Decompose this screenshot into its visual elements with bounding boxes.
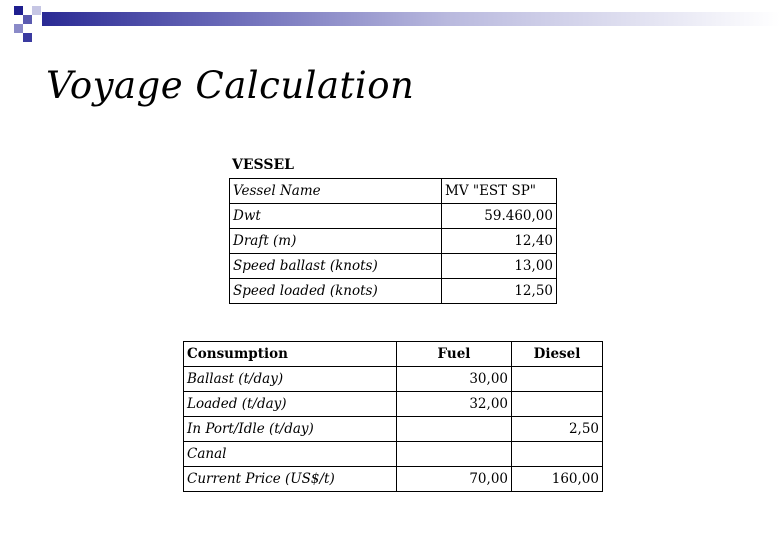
draft-label: Draft (m) xyxy=(230,229,442,254)
table-row xyxy=(184,417,603,442)
decor-square xyxy=(14,6,23,15)
table-header-row xyxy=(184,342,603,367)
speed-ballast-label: Speed ballast (knots) xyxy=(230,254,442,279)
current-price-diesel: 160,00 xyxy=(512,467,603,492)
vessel-heading: VESSEL xyxy=(232,157,294,173)
canal-diesel xyxy=(512,442,603,467)
current-price-label: Current Price (US$/t) xyxy=(184,467,397,492)
ballast-fuel: 30,00 xyxy=(397,367,512,392)
table-row xyxy=(184,467,603,492)
loaded-label: Loaded (t/day) xyxy=(184,392,397,417)
table-row xyxy=(230,229,557,254)
ballast-label: Ballast (t/day) xyxy=(184,367,397,392)
speed-ballast-value: 13,00 xyxy=(442,254,557,279)
table-row xyxy=(230,204,557,229)
table-row xyxy=(184,442,603,467)
table-row xyxy=(230,254,557,279)
loaded-diesel xyxy=(512,392,603,417)
current-price-fuel: 70,00 xyxy=(397,467,512,492)
ballast-diesel xyxy=(512,367,603,392)
table-row xyxy=(184,367,603,392)
slide-title: Voyage Calculation xyxy=(46,64,415,107)
in-port-fuel xyxy=(397,417,512,442)
draft-value: 12,40 xyxy=(442,229,557,254)
canal-label: Canal xyxy=(184,442,397,467)
loaded-fuel: 32,00 xyxy=(397,392,512,417)
dwt-value: 59.460,00 xyxy=(442,204,557,229)
in-port-diesel: 2,50 xyxy=(512,417,603,442)
decor-square xyxy=(32,6,41,15)
vessel-name-value: MV "EST SP" xyxy=(442,179,557,204)
canal-fuel xyxy=(397,442,512,467)
speed-loaded-value: 12,50 xyxy=(442,279,557,304)
fuel-header: Fuel xyxy=(397,342,512,367)
dwt-label: Dwt xyxy=(230,204,442,229)
decor-square xyxy=(14,24,23,33)
speed-loaded-label: Speed loaded (knots) xyxy=(230,279,442,304)
vessel-table xyxy=(229,178,557,304)
table-row xyxy=(230,279,557,304)
in-port-label: In Port/Idle (t/day) xyxy=(184,417,397,442)
table-row xyxy=(184,392,603,417)
vessel-name-label: Vessel Name xyxy=(230,179,442,204)
consumption-table xyxy=(183,341,603,492)
consumption-header: Consumption xyxy=(184,342,397,367)
decor-square xyxy=(23,33,32,42)
header-gradient-bar xyxy=(42,12,780,26)
decor-square xyxy=(23,15,32,24)
table-row xyxy=(230,179,557,204)
diesel-header: Diesel xyxy=(512,342,603,367)
